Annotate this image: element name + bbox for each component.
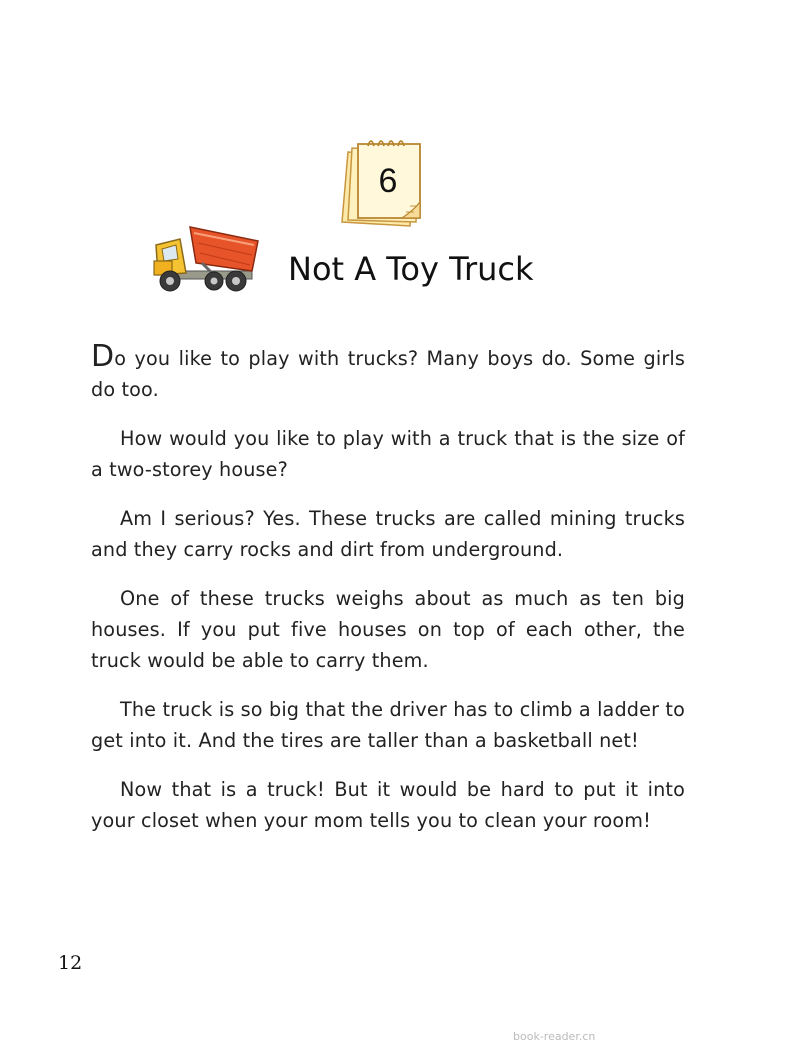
page-number: 12 xyxy=(58,952,83,974)
paragraph-1-text: o you like to play with trucks? Many boys do. Some girls do too. xyxy=(91,347,685,401)
dump-truck-illustration xyxy=(150,215,270,305)
drop-cap: D xyxy=(91,339,115,374)
paragraph-5: The truck is so big that the driver has to climb a ladder to get into it. And the tires are taller than a basketball net! xyxy=(91,698,685,752)
paragraph-2: How would you like to play with a truck that is the size of a two-storey house? xyxy=(91,427,685,481)
calendar-icon xyxy=(340,130,430,230)
paragraph-1 xyxy=(91,339,685,405)
story-text xyxy=(91,339,685,854)
chapter-number: 6 xyxy=(378,162,398,200)
paragraph-3: Am I serious? Yes. These trucks are called mining trucks and they carry rocks and dirt from underground. xyxy=(91,507,685,561)
watermark-text: book-reader.cn xyxy=(513,1030,596,1043)
paragraph-6: Now that is a truck! But it would be hard to put it into your closet when your mom tells you to clean your room! xyxy=(91,778,685,832)
paragraph-4: One of these trucks weighs about as much as ten big houses. If you put five houses on top of each other, the truck would be able to carry them. xyxy=(91,587,685,672)
chapter-title: Not A Toy Truck xyxy=(288,250,534,288)
